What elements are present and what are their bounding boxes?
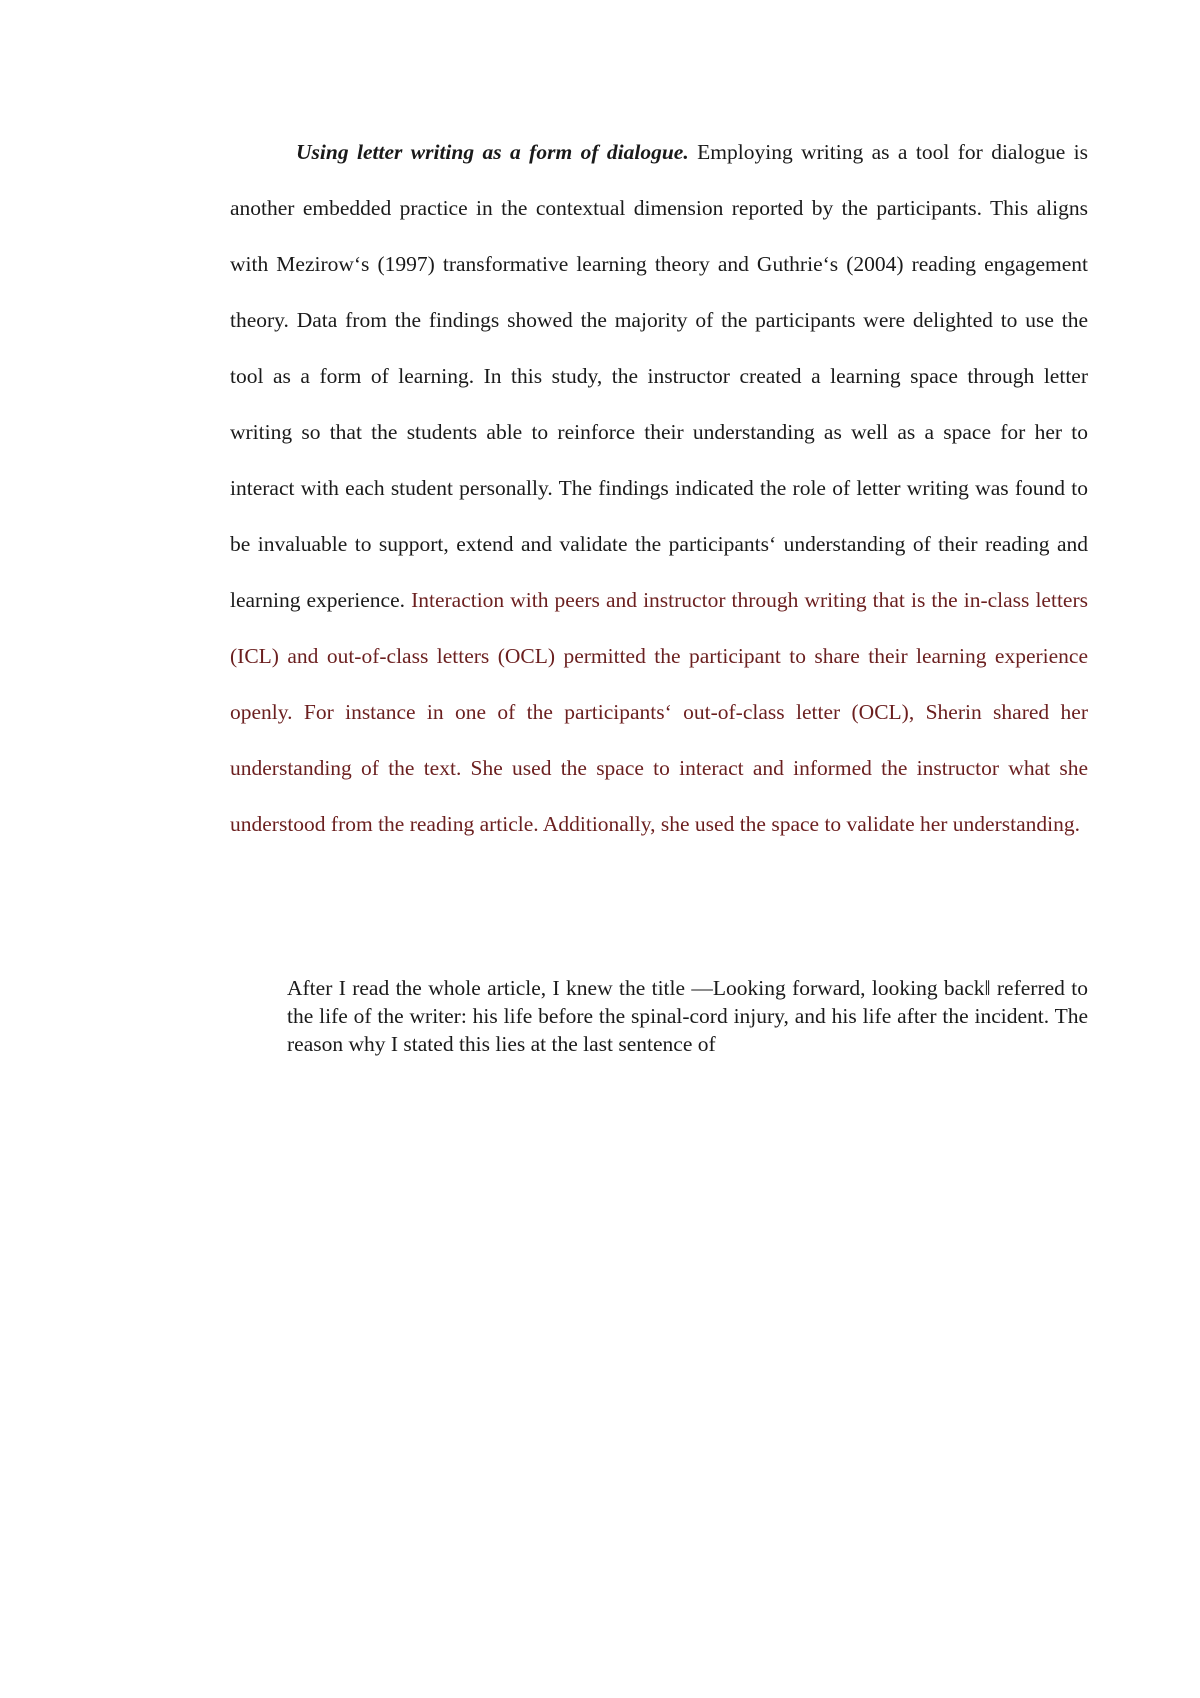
block-quote: After I read the whole article, I knew the title ―Looking forward, looking back‖ referred to the life of the writer: his life before the spinal-cord injury, and his life after the incident. The reason why I stated this lies at the last sentence of — [287, 976, 1088, 1056]
paragraph-text: Employing writing as a tool for dialogue is another embedded practice in the contextual dimension reported by the participants. This aligns with Mezirow‘s (1997) transformative learning theory and Guthrie‘s (2004) reading engagement theory. Data from the findings showed the majority of the participants were delighted to use the tool as a form of learning. In this study, the instructor created a learning space through letter writing so that the students able to reinforce their understanding as well as a space for her to interact with each student personally. The findings indicated the role of letter writing was found to be invaluable to support, extend and validate the participants‘ understanding of their reading and learning experience. — [230, 140, 1088, 612]
section-heading: Using letter writing as a form of dialogue. — [296, 140, 689, 164]
highlighted-paragraph-text: Interaction with peers and instructor through writing that is the in-class letters (ICL) and out-of-class letters (OCL) permitted the participant to share their learning experience openly. For instance in one of the participants‘ out-of-class letter (OCL), Sherin shared her understanding of the text. She used the space to interact and informed the instructor what she understood from the reading article. Additionally, she used the space to validate her understanding. — [230, 588, 1088, 836]
body-paragraph — [230, 124, 1088, 852]
